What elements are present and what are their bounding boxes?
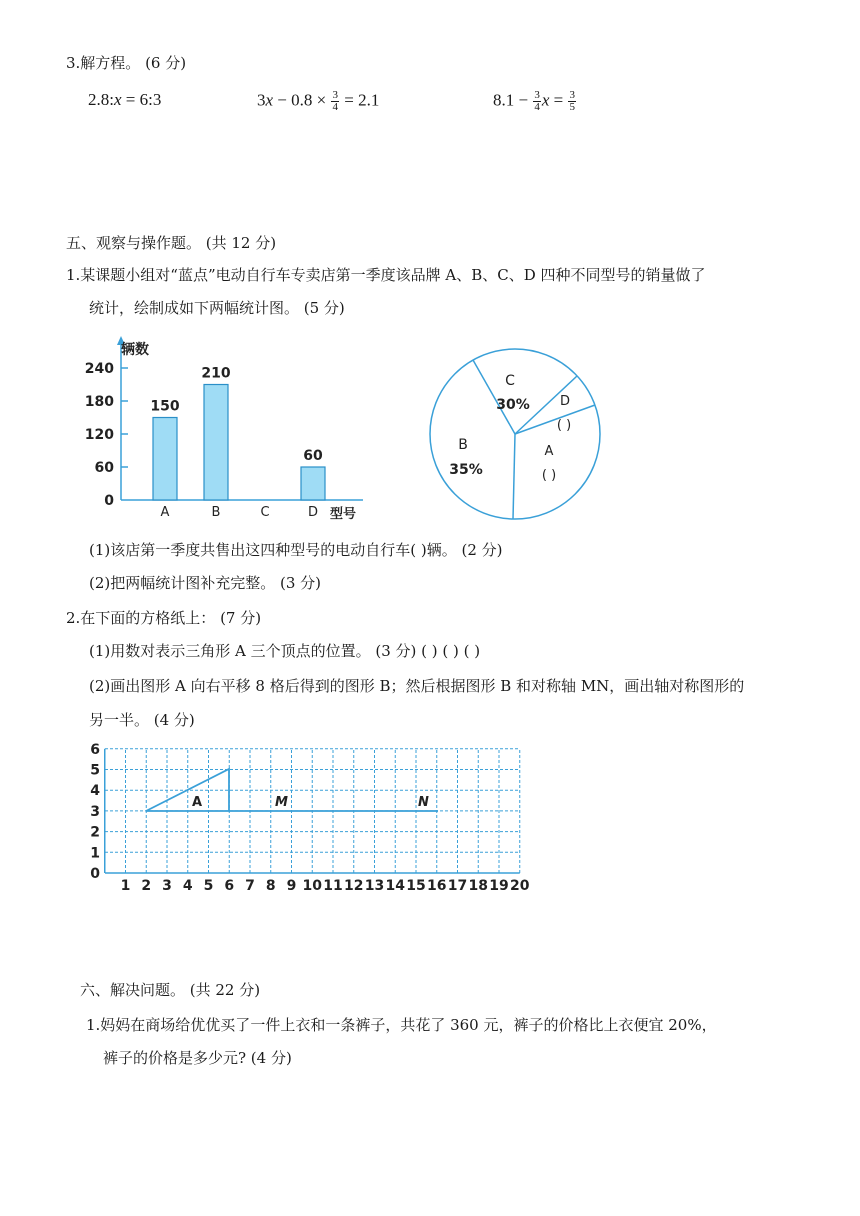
section5-q1-line2: 统计，绘制成如下两幅统计图。 (5 分) <box>89 299 345 317</box>
grid-x-label: 19 <box>489 878 509 894</box>
x-tick-label: B <box>211 505 221 520</box>
grid-y-label: 2 <box>90 824 100 841</box>
y-axis-label: 辆数 <box>121 342 149 358</box>
y-tick-label: 120 <box>84 427 114 443</box>
section5-title: 五、观察与操作题。 (共 12 分) <box>66 234 277 252</box>
grid-y-label: 4 <box>90 783 100 800</box>
pie-pct-c: 30% <box>496 397 530 413</box>
section5-q2-sub2: (2)画出图形 A 向右平移 8 格后得到的图形 B；然后根据图形 B 和对称轴 MN，画出轴对称图形的 <box>89 677 745 695</box>
grid-y-label: 0 <box>90 866 100 882</box>
x-tick-label: A <box>160 505 170 520</box>
section5-q1-sub1: (1)该店第一季度共售出这四种型号的电动自行车( )辆。 (2 分) <box>89 541 503 559</box>
x-tick-label: D <box>307 505 319 520</box>
x-tick-label: C <box>260 505 270 520</box>
grid-x-label: 11 <box>323 878 343 894</box>
grid-x-label: 10 <box>302 878 322 894</box>
grid-y-label: 5 <box>90 762 100 779</box>
q3-title: 3.解方程。 (6 分) <box>66 54 187 72</box>
y-tick-label: 240 <box>84 361 114 377</box>
y-tick-label: 0 <box>104 493 114 509</box>
grid-y-label: 3 <box>90 803 100 820</box>
pie-label-b: B <box>458 437 468 453</box>
pie-chart <box>425 343 607 525</box>
grid-x-label: 20 <box>510 878 530 894</box>
grid-x-label: 16 <box>427 878 447 894</box>
y-tick-label: 60 <box>94 460 114 476</box>
grid-x-label: 18 <box>468 878 488 894</box>
label-n: N <box>418 795 429 810</box>
bar-chart <box>80 330 380 530</box>
section6-q1-line2: 裤子的价格是多少元? (4 分) <box>103 1049 292 1067</box>
bar-a <box>153 418 177 501</box>
grid-x-label: 6 <box>224 878 235 894</box>
bar-value-label: 210 <box>201 365 231 382</box>
grid-x-label: 3 <box>162 878 172 894</box>
grid-x-label: 2 <box>141 878 152 894</box>
grid-y-label: 6 <box>90 741 100 758</box>
grid-x-label: 14 <box>385 878 405 894</box>
grid-x-label: 15 <box>406 878 426 894</box>
section6-q1-line1: 1.妈妈在商场给优优买了一件上衣和一条裤子，共花了 360 元，裤子的价格比上衣便宜 20%， <box>86 1016 717 1034</box>
pie-label-a: A <box>544 444 554 459</box>
grid-x-label: 5 <box>203 878 214 894</box>
pie-blank-d: ( ) <box>556 418 572 433</box>
section5-q2-sub3: 另一半。 (4 分) <box>89 711 195 729</box>
grid-x-label: 13 <box>364 878 385 894</box>
bar-b <box>204 385 228 501</box>
grid-x-label: 4 <box>182 878 193 894</box>
x-axis-label: 型号 <box>330 507 357 522</box>
bar-d <box>301 467 325 500</box>
grid-paper <box>80 740 540 900</box>
pie-divider-ab <box>513 434 515 519</box>
pie-blank-a: ( ) <box>541 468 557 483</box>
pie-pct-b: 35% <box>449 462 483 478</box>
grid-x-label: 17 <box>447 878 468 894</box>
y-tick-label: 180 <box>84 394 114 410</box>
section5-q1-line1: 1.某课题小组对“蓝点”电动自行车专卖店第一季度该品牌 A、B、C、D 四种不同型号的销量做了 <box>66 266 706 284</box>
equation-1: 2.8:x = 6:3 <box>88 90 162 109</box>
section5-q2-sub1: (1)用数对表示三角形 A 三个顶点的位置。 (3 分) ( ) ( ) ( ) <box>89 642 481 660</box>
pie-label-c: C <box>505 373 515 389</box>
pie-label-d: D <box>559 394 571 409</box>
section5-q1-sub2: (2)把两幅统计图补充完整。 (3 分) <box>89 574 322 592</box>
equation-3: 8.1 − $\frac{3}{4}$ x = $\frac{3}{5}$ <box>493 89 575 113</box>
grid-x-label: 7 <box>245 878 255 894</box>
bar-value-label: 150 <box>150 398 180 415</box>
grid-x-label: 8 <box>265 878 276 894</box>
bar-value-label: 60 <box>303 448 323 464</box>
label-m: M <box>275 795 288 810</box>
equation-2: 3x − 0.8 × $\frac{3}{4}$ = 2.1 <box>257 89 380 113</box>
section6-title: 六、解决问题。 (共 22 分) <box>80 981 261 999</box>
triangle-label-a: A <box>192 795 203 810</box>
grid-x-label: 12 <box>344 878 364 894</box>
grid-x-label: 1 <box>120 878 131 894</box>
grid-x-label: 9 <box>286 878 297 894</box>
grid-y-label: 1 <box>90 845 100 862</box>
section5-q2-line: 2.在下面的方格纸上： (7 分) <box>66 609 262 627</box>
